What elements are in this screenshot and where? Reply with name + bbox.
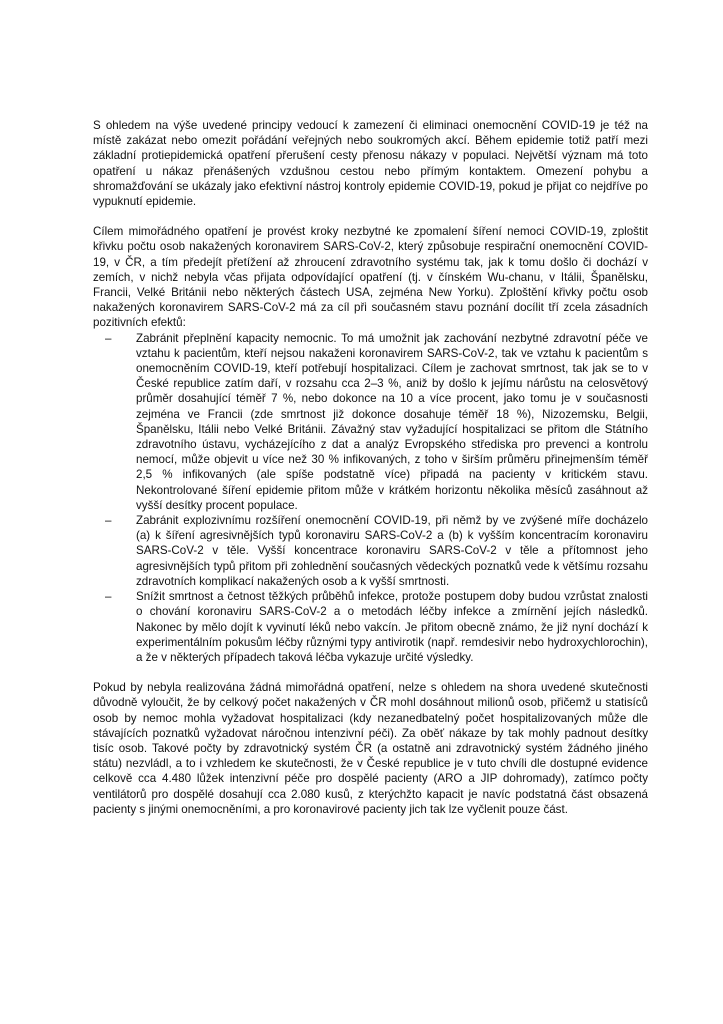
- paragraph-measure-goal: Cílem mimořádného opatření je provést kroky nezbytné ke zpomalení šíření nemoci COVID-19, zploštit křivku počtu osob nakažených koronavirem SARS-CoV-2, který způsobuje respirační onemocnění COVID-19, v ČR, a tím předejít přetížení až zhroucení zdravotního systému tak, jak k tomu došlo či dochází v zemích, v nichž nebyla včas přijata odpovídající opatření (tj. v čínském Wu-chanu, v Itálii, Španělsku, Francii, Velké Británii nebo některých částech USA, zejména New Yorku). Zploštění křivky počtu osob nakažených koronavirem SARS-CoV-2 má za cíl při současném stavu poznání docílit tří zcela zásadních pozitivních efektů:: [93, 225, 648, 330]
- list-item-text: Zabránit přeplnění kapacity nemocnic. To má umožnit jak zachování nezbytné zdravotní péče ve vztahu k pacientům, kteří nejsou nakaženi koronavirem SARS-CoV-2, tak ve vztahu k pacientům s onemocněním COVID-19, kteří potřebují hospitalizaci. Cílem je zachovat smrtnost, tak jak se to v České republice zatím daří, v rozsahu cca 2–3 %, aniž by došlo k jejímu nárůstu na celosvětový průměr dosahující téměř 7 %, nebo dokonce na 10 a více procent, jako tomu je v současnosti zejména ve Francii (zde smrtnost již dokonce dosahuje téměř 18 %), Nizozemsku, Belgii, Španělsku, Itálii nebo Velké Británii. Závažný stav vyžadující hospitalizaci se přitom dle Státního zdravotního ústavu, vycházejícího z dat a analýz Evropského střediska pro prevenci a kontrolu nemocí, může objevit u více než 30 % infikovaných, z toho v širším průměru přinejmenším téměř 2,5 % infikovaných (ale spíše podstatně více) připadá na pacienty v kritickém stavu. Nekontrolované šíření epidemie přitom může v krátkém horizontu několika měsíců zasáhnout až vyšší desítky procent populace.: [136, 331, 648, 512]
- paragraph-spacer: [93, 209, 648, 224]
- paragraph-capacity-risk: Pokud by nebyla realizována žádná mimořádná opatření, nelze s ohledem na shora uvedené skutečnosti důvodně vyloučit, že by celkový počet nakažených v ČR mohl dosáhnout milionů osob, přičemž u statisíců osob by nemoc mohla vyžadovat hospitalizaci (kdy nezanedbatelný počet hospitalizovaných může dle stávajících poznatků vyžadovat náročnou intenzivní péči). Za oběť nákaze by tak mohly padnout desítky tisíc osob. Takové počty by zdravotnický systém ČR (a ostatně ani zdravotnický systém žádného jiného státu) nezvládl, a to i vzhledem ke skutečnosti, že v České republice je v tuto chvíli dle dostupné evidence celkově cca 4.480 lůžek intenzivní péče pro dospělé pacienty (ARO a JIP dohromady), zatímco počty ventilátorů pro dospělé dosahují cca 2.080 kusů, z kterýchžto kapacit je navíc podstatná část obsazená pacienty s jinými onemocněními, a pro koronavirové pacienty jich tak lze vyčlenit pouze část.: [93, 681, 648, 816]
- effects-list: [93, 331, 648, 665]
- list-item-text: Zabránit explozivnímu rozšíření onemocnění COVID-19, při němž by ve zvýšené míře docházelo (a) k šíření agresivnějších typů koronaviru SARS-CoV-2 a (b) k vyšším koncentracím koronaviru SARS-CoV-2 v těle. Vyšší koncentrace koronaviru SARS-CoV-2 v těle a přítomnost jeho agresivnějších typů přitom při zohlednění současných vědeckých poznatků vede k většímu rozsahu zdravotních komplikací nakažených osob a k vyšší smrtnosti.: [136, 514, 648, 588]
- dash-marker: –: [105, 331, 112, 345]
- document-page: [93, 118, 648, 817]
- paragraph-gathering-restrictions: S ohledem na výše uvedené principy vedoucí k zamezení či eliminaci onemocnění COVID-19 je též na místě zakázat nebo omezit pořádání veřejných nebo soukromých akcí. Během epidemie totiž patří mezi základní protiepidemická opatření přerušení cesty přenosu nákazy v populaci. Největší význam má toto opatření u nákaz přenášených vzdušnou cestou nebo přímým kontaktem. Omezení pohybu a shromažďování se ukázaly jako efektivní nástroj kontroly epidemie COVID-19, pokud je přijat co nejdříve po vypuknutí epidemie.: [93, 119, 648, 209]
- list-item: [93, 513, 648, 589]
- list-item-text: Snížit smrtnost a četnost těžkých průběhů infekce, protože postupem doby budou vzrůstat znalosti o chování koronaviru SARS-CoV-2 a o metodách léčby infekce a zmírnění jejích následků. Nakonec by mělo dojít k vyvinutí léků nebo vakcín. Je přitom obecně známo, že již nyní dochází k experimentálním pokusům léčby různými typy antivirotik (např. remdesivir nebo hydroxychlorochin), a že v některých případech taková léčba vykazuje určité výsledky.: [136, 590, 648, 664]
- list-item: [93, 331, 648, 513]
- dash-marker: –: [105, 514, 112, 528]
- list-item: [93, 589, 648, 665]
- dash-marker: –: [105, 590, 112, 604]
- paragraph-spacer: [93, 665, 648, 680]
